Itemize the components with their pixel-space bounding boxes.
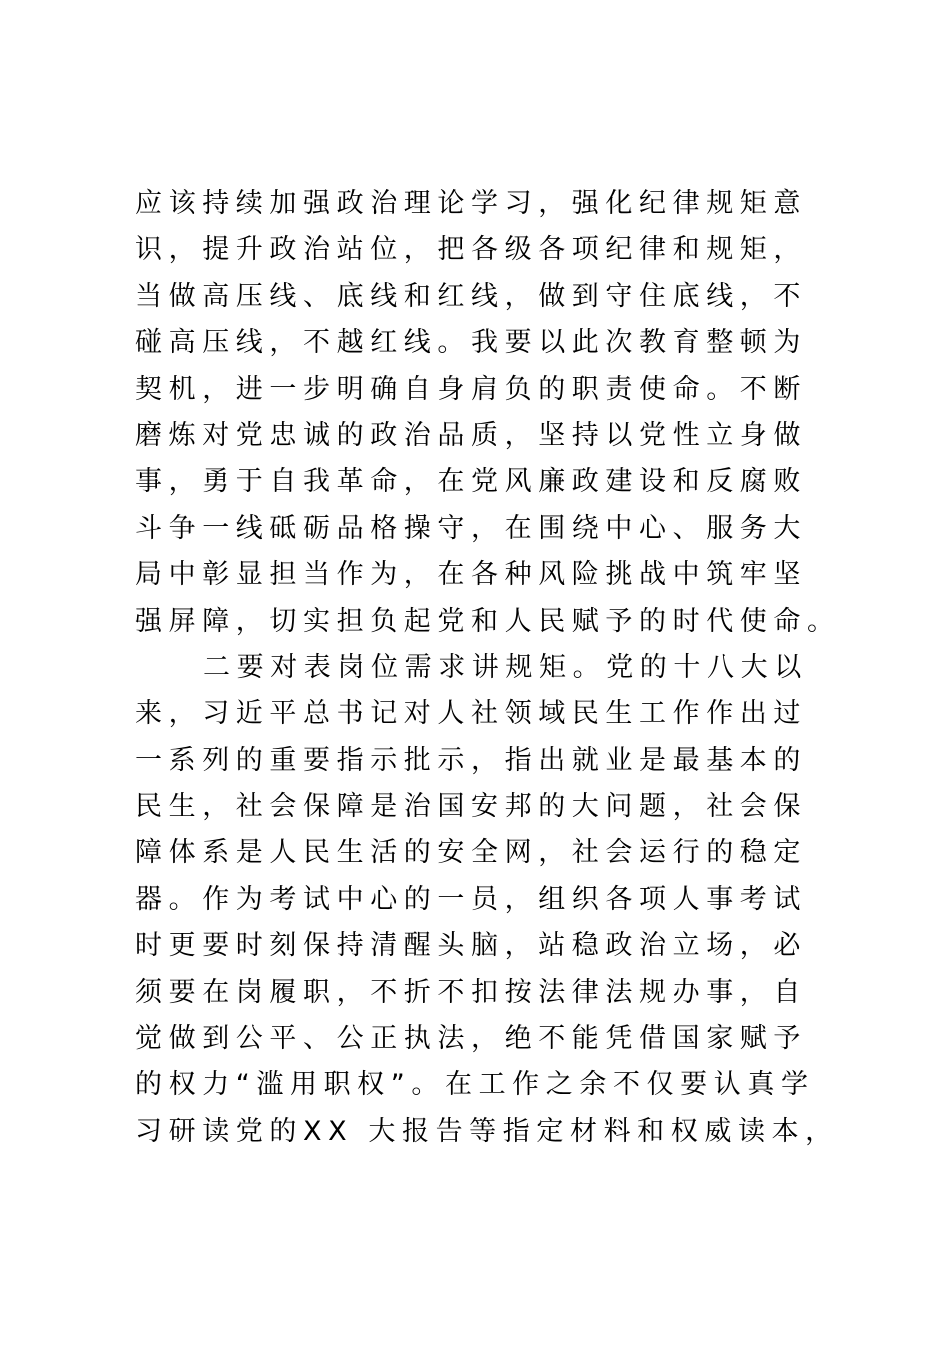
- text-line: 的权力“滥用职权”。在工作之余不仅要认真学: [135, 1069, 815, 1101]
- text-line: 契机，进一步明确自身肩负的职责使命。不断: [135, 373, 807, 405]
- text-line: 一系列的重要指示批示，指出就业是最基本的: [135, 744, 807, 776]
- text-line: 障体系是人民生活的安全网，社会运行的稳定: [135, 837, 807, 869]
- text-line: 当做高压线、底线和红线，做到守住底线，不: [135, 280, 807, 312]
- text-line: 习研读党的XX 大报告等指定材料和权威读本，: [135, 1115, 839, 1147]
- text-line: 时更要时刻保持清醒头脑，站稳政治立场，必: [135, 930, 807, 962]
- text-line: 事，勇于自我革命，在党风廉政建设和反腐败: [135, 466, 807, 498]
- text-line: 磨炼对党忠诚的政治品质，坚持以党性立身做: [135, 419, 807, 451]
- text-line: 民生，社会保障是治国安邦的大问题，社会保: [135, 791, 807, 823]
- text-line: 来，习近平总书记对人社领域民生工作作出过: [135, 698, 807, 730]
- text-line: 碰高压线，不越红线。我要以此次教育整顿为: [135, 327, 807, 359]
- text-line: 斗争一线砥砺品格操守，在围绕中心、服务大: [135, 512, 807, 544]
- paragraph-start-line: 二要对表岗位需求讲规矩。党的十八大以: [203, 651, 808, 683]
- text-line: 局中彰显担当作为，在各种风险挑战中筑牢坚: [135, 559, 807, 591]
- text-line: 须要在岗履职，不折不扣按法律法规办事，自: [135, 976, 807, 1008]
- text-line: 识，提升政治站位，把各级各项纪律和规矩，: [135, 234, 807, 266]
- body-text: [135, 181, 895, 1155]
- text-line: 器。作为考试中心的一员，组织各项人事考试: [135, 883, 807, 915]
- text-line: 应该持续加强政治理论学习，强化纪律规矩意: [135, 188, 807, 219]
- text-line: 强屏障，切实担负起党和人民赋予的时代使命。: [135, 605, 841, 637]
- text-line: 觉做到公平、公正执法，绝不能凭借国家赋予: [135, 1023, 807, 1055]
